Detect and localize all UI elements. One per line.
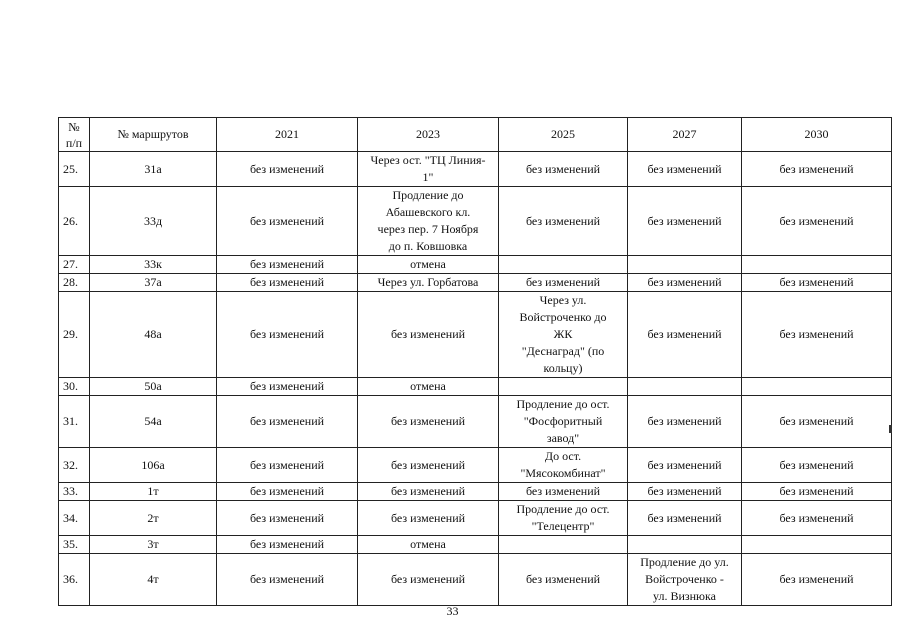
cell-2025: [499, 536, 628, 554]
route-number: 4т: [90, 554, 217, 606]
cell-2023: отмена: [358, 536, 499, 554]
route-number: 54а: [90, 396, 217, 448]
table-row: [59, 292, 892, 378]
cell-2021: без изменений: [217, 292, 358, 378]
table-row: [59, 256, 892, 274]
cell-2030: [742, 256, 892, 274]
row-number: 33.: [59, 483, 90, 501]
cell-2027: [628, 256, 742, 274]
cell-2030: без изменений: [742, 274, 892, 292]
cell-2021: без изменений: [217, 501, 358, 536]
cell-2021: без изменений: [217, 536, 358, 554]
cell-2023: без изменений: [358, 554, 499, 606]
cell-2027: без изменений: [628, 292, 742, 378]
cell-2025: без изменений: [499, 152, 628, 187]
cell-2025: Продление до ост. "Фосфоритный завод": [499, 396, 628, 448]
table-header-row: [59, 118, 892, 152]
route-number: 33д: [90, 187, 217, 256]
header-2027: 2027: [628, 118, 742, 152]
route-number: 1т: [90, 483, 217, 501]
cell-2027: без изменений: [628, 152, 742, 187]
cell-2030: без изменений: [742, 187, 892, 256]
cell-2021: без изменений: [217, 274, 358, 292]
cell-2023: без изменений: [358, 483, 499, 501]
cell-2030: без изменений: [742, 501, 892, 536]
cell-2021: без изменений: [217, 448, 358, 483]
row-number: 30.: [59, 378, 90, 396]
cell-2023: Продление до Абашевского кл. через пер. 7 Ноября до п. Ковшовка: [358, 187, 499, 256]
cell-2021: без изменений: [217, 152, 358, 187]
row-number: 36.: [59, 554, 90, 606]
route-number: 31а: [90, 152, 217, 187]
table-row: [59, 448, 892, 483]
cell-2025: без изменений: [499, 274, 628, 292]
cell-2023: Через ул. Горбатова: [358, 274, 499, 292]
row-number: 31.: [59, 396, 90, 448]
header-2021: 2021: [217, 118, 358, 152]
route-number: 37а: [90, 274, 217, 292]
cell-2025: [499, 378, 628, 396]
table-row: [59, 152, 892, 187]
table-row: [59, 378, 892, 396]
cell-2027: без изменений: [628, 396, 742, 448]
cell-2021: без изменений: [217, 378, 358, 396]
row-number: 29.: [59, 292, 90, 378]
table-row: [59, 536, 892, 554]
route-number: 2т: [90, 501, 217, 536]
header-2023: 2023: [358, 118, 499, 152]
row-number: 32.: [59, 448, 90, 483]
cell-2021: без изменений: [217, 554, 358, 606]
row-number: 25.: [59, 152, 90, 187]
cell-2025: До ост. "Мясокомбинат": [499, 448, 628, 483]
page-number: 33: [446, 604, 459, 618]
cell-2023: отмена: [358, 378, 499, 396]
cell-2025: Через ул. Войстроченко до ЖК "Деснаград" (по кольцу): [499, 292, 628, 378]
cell-2030: [742, 536, 892, 554]
cell-2027: без изменений: [628, 483, 742, 501]
cell-2025: Продление до ост. "Телецентр": [499, 501, 628, 536]
table-row: [59, 187, 892, 256]
row-number: 34.: [59, 501, 90, 536]
table-row: [59, 274, 892, 292]
table-row: [59, 501, 892, 536]
cell-2021: без изменений: [217, 396, 358, 448]
cell-2027: [628, 536, 742, 554]
routes-table: [58, 117, 892, 606]
cell-2030: [742, 378, 892, 396]
cell-2027: Продление до ул. Войстроченко - ул. Визнюка: [628, 554, 742, 606]
header-2025: 2025: [499, 118, 628, 152]
cell-2030: без изменений: [742, 448, 892, 483]
cell-2030: без изменений: [742, 292, 892, 378]
cell-2027: без изменений: [628, 187, 742, 256]
cell-2025: без изменений: [499, 187, 628, 256]
cell-2025: [499, 256, 628, 274]
cell-2025: без изменений: [499, 483, 628, 501]
cell-2027: без изменений: [628, 274, 742, 292]
cell-2021: без изменений: [217, 483, 358, 501]
header-routes: № маршрутов: [90, 118, 217, 152]
cell-2023: без изменений: [358, 448, 499, 483]
cell-2021: без изменений: [217, 256, 358, 274]
route-number: 106а: [90, 448, 217, 483]
table-row: [59, 396, 892, 448]
cell-2030: без изменений: [742, 152, 892, 187]
route-number: 50а: [90, 378, 217, 396]
row-number: 26.: [59, 187, 90, 256]
cell-2030: без изменений: [742, 396, 892, 448]
route-number: 33к: [90, 256, 217, 274]
cell-2027: [628, 378, 742, 396]
cell-2023: Через ост. "ТЦ Линия- 1": [358, 152, 499, 187]
table-row: [59, 483, 892, 501]
edge-mark: [889, 425, 892, 433]
row-number: 27.: [59, 256, 90, 274]
row-number: 28.: [59, 274, 90, 292]
cell-2021: без изменений: [217, 187, 358, 256]
route-number: 48а: [90, 292, 217, 378]
cell-2025: без изменений: [499, 554, 628, 606]
cell-2023: отмена: [358, 256, 499, 274]
row-number: 35.: [59, 536, 90, 554]
table-row: [59, 554, 892, 606]
cell-2030: без изменений: [742, 483, 892, 501]
cell-2027: без изменений: [628, 501, 742, 536]
header-number: № п/п: [59, 118, 90, 152]
route-number: 3т: [90, 536, 217, 554]
cell-2030: без изменений: [742, 554, 892, 606]
cell-2023: без изменений: [358, 396, 499, 448]
cell-2027: без изменений: [628, 448, 742, 483]
table-body: [59, 152, 892, 606]
cell-2023: без изменений: [358, 501, 499, 536]
header-2030: 2030: [742, 118, 892, 152]
cell-2023: без изменений: [358, 292, 499, 378]
